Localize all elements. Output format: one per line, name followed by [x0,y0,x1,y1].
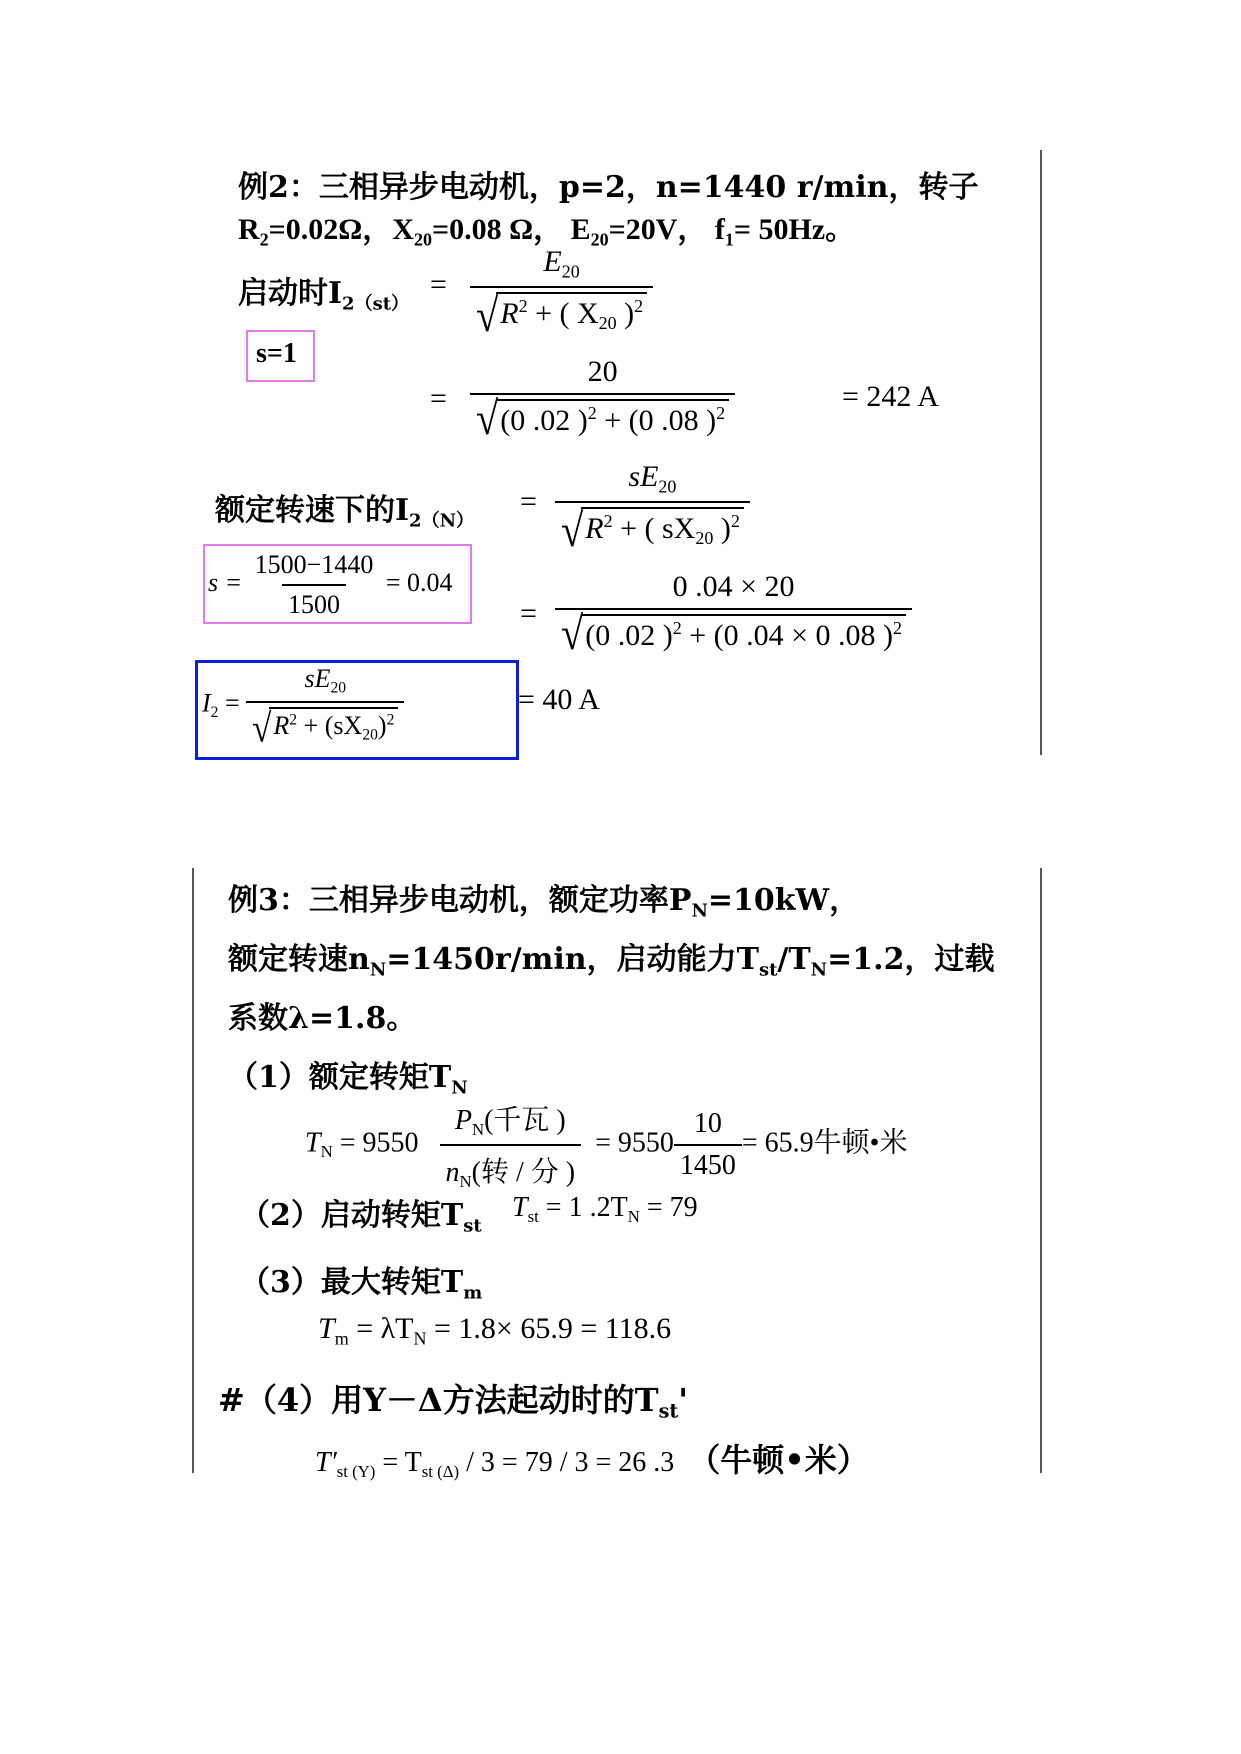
rated-current-result: = 40 A [518,683,600,716]
item2-start-torque: （2）启动转矩$T_{st}$ [240,1198,482,1237]
star-delta-torque-formula: $T'_{st (Y)} = T_{st (\Delta)} / 3 = 79 / 3 = 26$ .3 （牛顿•米） [315,1441,869,1481]
rated-current-label: 额定转速下的$I_{2(N)}$ [215,493,475,532]
ex3-title-line: 例3：三相异步电动机，额定功率$P_N=10kW$， [228,883,860,922]
max-torque-formula: $T_m = \lambda T_N = 1.8\times 65.9 = 118.6$ [318,1312,672,1349]
start-current-numeric: 20 √ (0 .02 )$^2$ + (0 .08 )$^2$ [470,355,735,440]
ex2-params-line: $R_2=0.02\Omega$，$X_{20}=0.08$ Ω， $E_{20}=20V$， $f_1= 50Hz$。 [238,213,856,250]
rated-torque-formula: $T_N = 9550$ $\frac{P_N(千瓦 )}{n_N(转 / 分 )}$ = 9550 $\frac{10}{1450}$ = 65.9牛顿•米 [305,1105,908,1191]
s-equals-one-text: s=1 [256,338,297,369]
ex3-speed-line: 额定转速$n_N=1450r/\min$，启动能力$T_{st}/T_N=1.2$，过载 [228,942,995,981]
eq-sign: = [430,268,447,301]
slip-calc: s = $\frac{1500-1440}{1500}$ = 0.04 [208,550,453,619]
rated-current-numeric: 0 .04 × 20 √ (0 .02 )$^2$ + (0 .04 × 0 .08 )$^2$ [555,570,912,655]
item1-rated-torque: （1）额定转矩$T_N$ [228,1060,468,1099]
start-current-formula: $E_{20}$ √ $R^2$ + ( $X_{20}$ )$^2$ [470,245,653,337]
start-current-result: = 242 A [842,380,939,413]
ex2-title-line: 例2：三相异步电动机，p=2，n=1440 r/min，转子 [238,170,979,205]
left-divider-line [192,868,194,1473]
ex3-overload-line: 系数λ=1.8。 [228,1001,417,1036]
eq-sign: = [430,382,447,415]
right-divider-line [1040,868,1042,1473]
item3-max-torque: （3）最大转矩$T_m$ [240,1265,483,1304]
start-current-label: 启动时$I_{2(st)}$ [238,276,410,315]
rated-current-formula: $sE_{20}$ √ $R^2$ + ( $sX_{20}$ )$^2$ [555,460,750,552]
rotor-current-formula: $I_2$ = $sE_{20}$ √ $R^2 + (sX_{20})^2$ [202,664,404,747]
item4-star-delta: #（4）用Y－Δ方法起动时的$T_{st}'$ [218,1381,689,1423]
eq-sign: = [520,597,537,630]
divider-line [1040,150,1042,755]
start-torque-formula: $T_{st} = 1$ $.2T_N = 79$ [512,1192,698,1226]
eq-sign: = [520,485,537,518]
